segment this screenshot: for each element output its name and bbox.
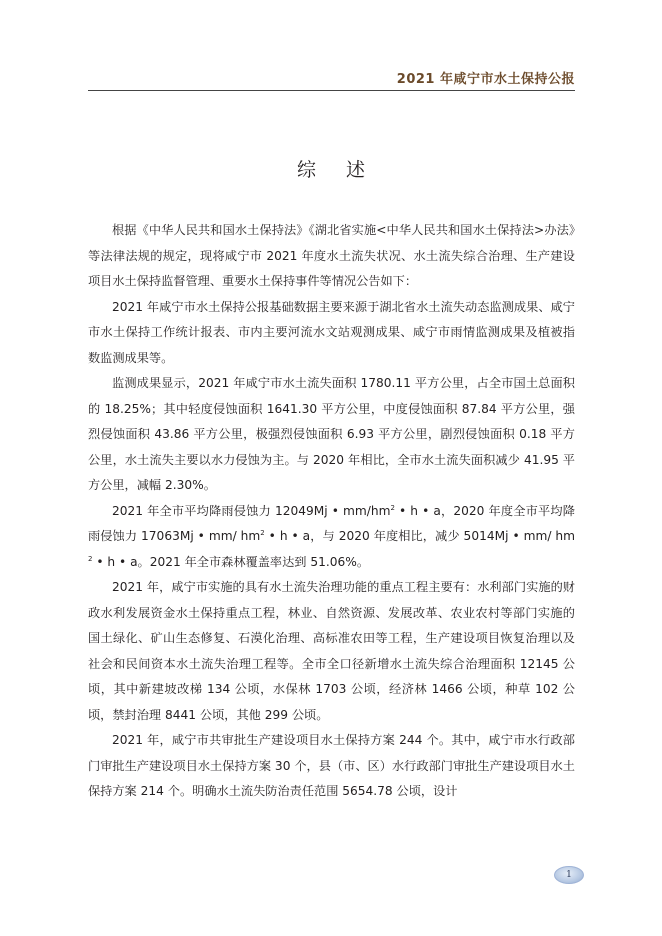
superscript-2: 2 — [390, 503, 395, 512]
superscript-2: 2 — [260, 528, 265, 537]
paragraph-data-sources: 2021 年咸宁市水土保持公报基础数据主要来源于湖北省水土流失动态监测成果、咸宁市水土保持工作统计报表、市内主要河流水文站观测成果、咸宁市雨情监测成果及植被指数监测成果等。 — [88, 299, 575, 365]
rainfall-text-4: • h • a。2021 年全市森林覆盖率达到 51.06%。 — [92, 554, 370, 569]
page-header — [88, 64, 575, 91]
paragraph-intro: 根据《中华人民共和国水土保持法》《湖北省实施<中华人民共和国水土保持法>办法》等法律法规的规定，现将咸宁市 2021 年度水土流失状况、水土流失综合治理、生产建设项目水土保持监督管理、重要水土保持事件等情况公告如下： — [88, 223, 575, 288]
paragraph-rainfall-erosivity — [88, 499, 575, 576]
rainfall-text-2: • h • a，2020 年度全市平均降雨侵蚀力 17063Mj • mm/ hm — [88, 503, 575, 543]
header-title: 2021 年咸宁市水土保持公报 — [396, 72, 575, 87]
superscript-2: 2 — [88, 554, 93, 563]
paragraph-project-approvals: 2021 年，咸宁市共审批生产建设项目水土保持方案 244 个。其中，咸宁市水行政部门审批生产建设项目水土保持方案 30 个，县（市、区）水行政部门审批生产建设项目水土保持方案 214 个。明确水土流失防治责任范围 5654.78 公顷，设计 — [88, 733, 575, 798]
rainfall-text-3: • h • a，与 2020 年度相比，减少 5014Mj • mm/ hm — [264, 529, 575, 543]
section-title: 综述 — [296, 159, 395, 181]
rainfall-text-1: 2021 年全市平均降雨侵蚀力 12049Mj • mm/hm — [112, 503, 391, 518]
body-text — [88, 218, 575, 805]
paragraph-monitoring-results: 监测成果显示，2021 年咸宁市水土流失面积 1780.11 平方公里，占全市国土总面积的 18.25%；其中轻度侵蚀面积 1641.30 平方公里，中度侵蚀面积 87.84 平方公里，强烈侵蚀面积 43.86 平方公里，极强烈侵蚀面积 6.93 平方公里，剧烈侵蚀面积 0.18 平方公里，水土流失主要以水力侵蚀为主。与 2020 年相比，全市水土流失面积减少 41.95 平方公里，减幅 2.30%。 — [88, 376, 575, 492]
page-number-badge: 1 — [554, 866, 584, 884]
paragraph-key-projects: 2021 年，咸宁市实施的具有水土流失治理功能的重点工程主要有：水利部门实施的财政水利发展资金水土保持重点工程，林业、自然资源、发展改革、农业农村等部门实施的国土绿化、矿山生态修复、石漠化治理、高标准农田等工程，生产建设项目恢复治理以及社会和民间资本水土流失治理工程等。全市全口径新增水土流失综合治理面积 12145 公顷，其中新建坡改梯 134 公顷，水保林 1703 公顷，经济林 1466 公顷，种草 102 公顷，禁封治理 8441 公顷，其他 299 公顷。 — [88, 580, 575, 722]
